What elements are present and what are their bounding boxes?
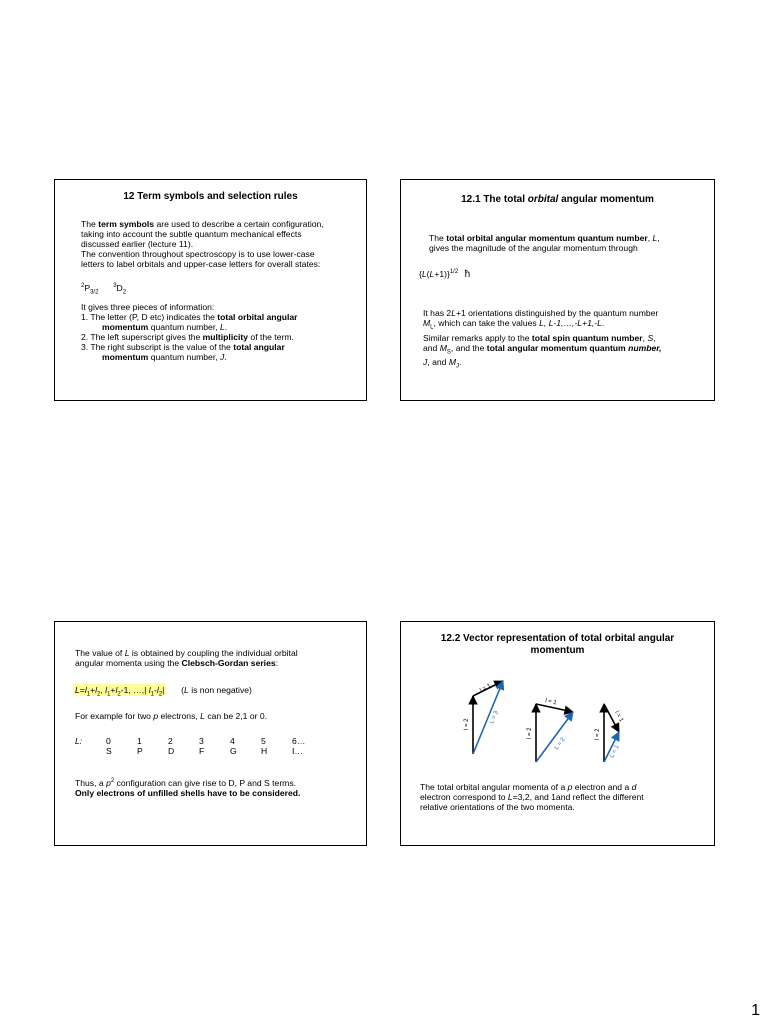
series-token: 1 — [107, 691, 111, 698]
diagram-label: L = 1 — [609, 744, 621, 759]
diagram-label: l = 2 — [464, 718, 470, 730]
series-token: l — [105, 685, 108, 695]
vector-diagrams — [401, 664, 716, 779]
example-line: For example for two p electrons, L can be 2,1 or 0. — [75, 711, 268, 721]
series-token: + — [90, 685, 96, 695]
series-line: $L=l_1+l_2$, $l_1+l_2-1$, …,| $l_1-l_2|$ (L is non negative) — [75, 685, 252, 698]
intro-paragraph: The term symbols are used to describe a certain configuration, taking into account the subtle quantum mechanical effects discussed earlier (lecture 11). The convention throughout spectroscopy is to use lower-case letters to label orbitals and upper-case letters for overall states: — [81, 219, 324, 269]
series-token: 2 — [158, 691, 163, 698]
series-token: L — [75, 685, 80, 695]
diagram-label: l = 1 — [613, 710, 624, 724]
l-values-row: L: 0 1 2 3 4 5 6… — [75, 736, 306, 746]
orientations-paragraph: It has 2L+1 orientations distinguished by the quantum number $M_L$, which can take the values L, L-1,…,-L+1,-L. Similar remarks apply to the total spin quantum number, S, and $M_S$, and the total angular momentum quantum number, J, and $M_J$. — [423, 308, 662, 371]
diagram-label: l = 2 — [527, 727, 533, 739]
slide-vector-representation — [400, 621, 715, 846]
clebsch-gordan-series — [73, 684, 166, 696]
slide-title: 12 Term symbols and selection rules — [123, 191, 298, 202]
term-symbol-examples: $^2P_{3/2}$ $^3D_2$ — [81, 282, 127, 296]
l-values-table — [75, 736, 323, 756]
slide-term-symbols — [54, 179, 367, 401]
series-token: + — [110, 685, 116, 695]
vector-diagram-l3 — [464, 681, 503, 754]
l-letters-row: S P D F G H I… — [106, 746, 303, 756]
series-token: -1, …,| — [120, 685, 149, 695]
diagram-label: L = 3 — [489, 710, 500, 725]
resultant-vector — [473, 681, 503, 754]
series-token: - — [154, 685, 157, 695]
coupling-paragraph: The value of L is obtained by coupling the individual orbital angular momenta using the Clebsch-Gordan series: — [75, 648, 298, 668]
definition-paragraph: The total orbital angular momentum quantum number, L, gives the magnitude of the angular momentum through — [429, 233, 660, 253]
series-token: 2 — [97, 691, 101, 698]
series-token: 1 — [150, 691, 155, 698]
conclusion: Thus, a $p^2$ configuration can give rise to D, P and S terms. Only electrons of unfilled shells have to be considered. — [75, 777, 301, 798]
series-token: l — [156, 685, 159, 695]
magnitude-formula: $\{L(L+1)\}^{1/2}$ ħ — [419, 268, 471, 280]
diagram-label: l = 1 — [479, 683, 493, 694]
slide-clebsch-gordan — [54, 621, 367, 846]
series-token: l — [95, 685, 98, 695]
diagram-label: l = 2 — [595, 728, 601, 740]
series-token: l — [148, 685, 151, 695]
vector-diagram-l1 — [595, 704, 624, 762]
diagram-label: L = 2 — [553, 736, 567, 752]
series-token: , — [100, 685, 106, 695]
information-list: It gives three pieces of information: 1. The letter (P, D etc) indicates the total orbital angular momentum quantum number, L. 2. The left superscript gives the multiplicity of the term. 3. The right subscript is the value of the total angular momentum quantum number, J. — [81, 302, 298, 362]
diagram-label: l = 1 — [544, 698, 558, 707]
series-token: = — [79, 685, 85, 695]
resultant-vector — [536, 712, 573, 762]
series-token: 1 — [86, 691, 91, 698]
vector-explanation: The total orbital angular momenta of a p electron and a d electron correspond to L=3,2, and 1and reflect the different relative orientations of the two momenta. — [420, 782, 644, 812]
slide-title: 12.2 Vector representation of total orbital angular momentum — [440, 633, 675, 656]
slide-title: 12.1 The total orbital angular momentum — [461, 194, 654, 205]
series-token: l — [115, 685, 118, 695]
series-token: 2 — [117, 691, 121, 698]
vector-diagram-l2 — [527, 698, 573, 762]
slide-total-orbital-momentum — [400, 179, 715, 401]
series-token: l — [84, 685, 87, 695]
series-token: | — [162, 685, 165, 695]
page-number: 1 — [751, 1002, 760, 1019]
